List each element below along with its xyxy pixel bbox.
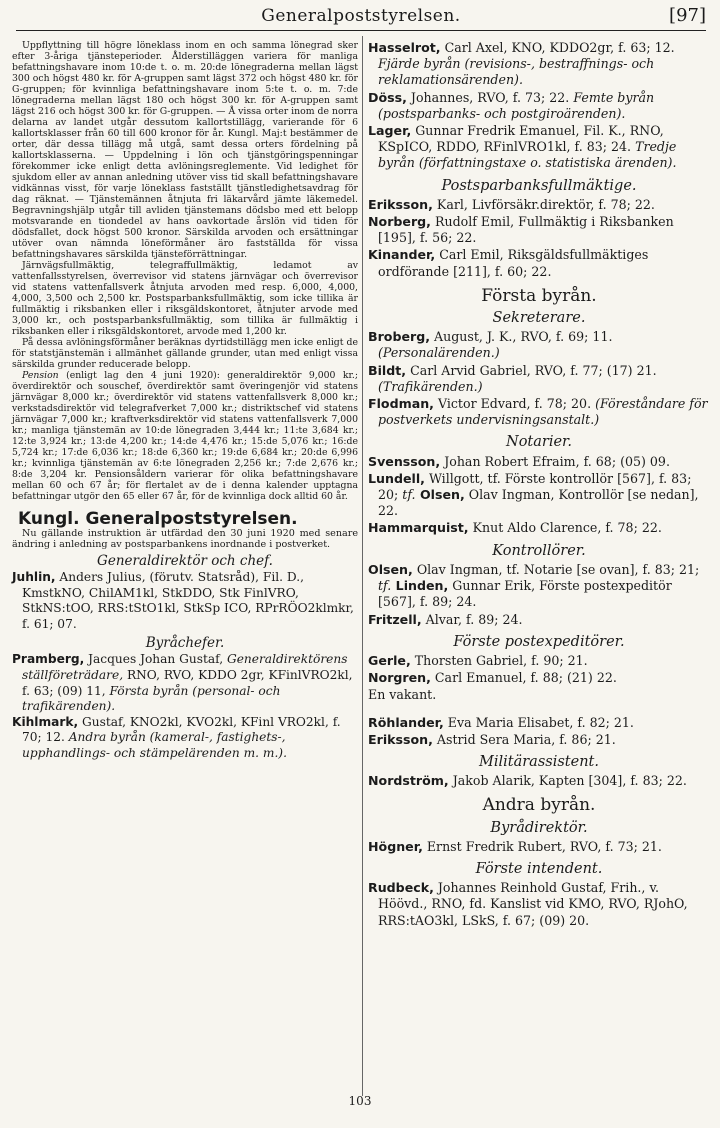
entry-text: Carl Axel, KNO, KDDO2gr, f. 63; 12. <box>440 40 675 55</box>
entry-name: Nordström, <box>368 773 449 789</box>
subsection-heading: Byrådirektör. <box>490 819 588 836</box>
entry-text: Willgott, tf. Förste kontrollör [567], f. 83; 20; <box>378 470 692 503</box>
entry <box>12 570 358 632</box>
right-column <box>368 40 710 930</box>
entry-name: Juhlin, <box>12 570 56 584</box>
paragraph: Järnvägsfullmäktig, telegraffullmäktig, ledamot av vattenfallsstyrelsen, överrevisor vid statens järnvägar och överrevisor vid statens vattenfallsverk åtnjuta arvoden med resp. 6,000, 4,000, 4,000, 3,500 och 2,500 kr. Postsparbanksfullmäktig, som icke tillika är fullmäktig i riksbanken eller i riksgäldskontoret, åtnjuter arvode med 3,000 kr., och postsparbanksfullmäktig, som tillika är fullmäktig i riksbanken eller i riksgäldskontoret, arvode med 1,200 kr. <box>12 260 358 337</box>
entry <box>368 715 710 731</box>
column-divider <box>362 36 363 1096</box>
entry-text: Jacques Johan Gustaf, <box>84 652 227 667</box>
left-column <box>12 40 358 762</box>
entry-text: Gunnar Erik, Förste postexpeditör [567], f. 89; 24. <box>378 578 672 610</box>
entry <box>368 773 710 789</box>
entry-text: Anders Julius, (förutv. Statsråd), Fil. D., KmstkNO, ChilAM1kl, StkDDO, Stk FinlVRO, StkNS:tOO, RRS:tStO1kl, StkSp ICO, RPrRÖO2klmkr, f. 61; 07. <box>22 570 354 631</box>
entry-tf: tf. <box>378 578 392 594</box>
entry <box>368 363 710 395</box>
page-number: [97] <box>669 5 706 26</box>
page-header <box>16 4 706 31</box>
section-heading: Första byrån. <box>481 285 597 306</box>
spacer <box>368 705 710 715</box>
entry-text: Victor Edvard, f. 78; 20. <box>433 396 596 412</box>
entry-name: Kinander, <box>368 247 436 263</box>
entry-name: Olsen, <box>368 561 413 577</box>
entry <box>368 839 710 855</box>
entry-name: Eriksson, <box>368 196 433 212</box>
entry-role: Fjärde byrån (revisions-, bestraffnings- och reklamationsärenden). <box>378 56 655 88</box>
entry-text: Gunnar Fredrik Emanuel, Fil. K., RNO, KSpICO, RDDO, RFinlVRO1kl, f. 83; 24. <box>378 123 664 155</box>
entry <box>12 715 358 762</box>
entry-name: Norberg, <box>368 214 431 230</box>
entry-name: Bildt, <box>368 362 407 378</box>
page-footer-number: 103 <box>348 1094 372 1108</box>
subsection-heading: Notarier. <box>506 434 572 451</box>
entry <box>368 214 710 246</box>
subsection-heading: Byråchefer. <box>145 635 225 652</box>
paragraph: På dessa avlöningsförmåner beräknas dyrtidstillägg men icke enligt de för statstjänstemän i allmänhet gällande grunder, utan med enligt vissa särskilda grunder reducerade belopp. <box>12 337 358 370</box>
pension-text: (enligt lag den 4 juni 1920): generaldirektör 9,000 kr.; överdirektör och souschef, överdirektör samt överingenjör vid statens järnvägar 8,000 kr.; överdirektör vid statens vattenfallsverk 8,000 kr.; verkstadsdirektör vid telegrafverket 7,000 kr.; distriktschef vid statens järnvägar 7,000 kr.; kraftverksdirektör vid statens vattenfallsverk 7,000 kr.; manliga tjänstemän av 10:de lönegraden 3,444 kr.; 11:te 3,684 kr.; 12:te 3,924 kr.; 13:de 4,200 kr.; 14:de 4,476 kr.; 15:de 5,076 kr.; 16:de 5,724 kr.; 17:de 6,036 kr.; 18:de 6,360 kr.; 19:de 6,684 kr.; 20:de 6,996 kr.; kvinnliga tjänstemän av 6:te lönegraden 2,256 kr.; 7:de 2,676 kr.; 8:de 3,204 kr. Pensionsåldern varierar för olika befattningshavare mellan 60 och 67 år; för flertalet av de i denna kalender upptagna befattningar utgör den 65 eller 67 år, för de kvinnliga dock alltid 60 år. <box>12 370 358 502</box>
entry <box>368 520 710 536</box>
subsection-heading: Kontrollörer. <box>492 542 586 559</box>
entry-name: Fritzell, <box>368 611 422 627</box>
entry-text: Gustaf, KNO2kl, KVO2kl, KFinl VRO2kl, f. 70; 12. <box>22 714 341 745</box>
entry <box>368 562 710 611</box>
entry-text: Astrid Sera Maria, f. 86; 21. <box>432 731 616 747</box>
entry-text: Johannes, RVO, f. 73; 22. <box>406 89 574 105</box>
entry-role: Första byrån (personal- och trafikärenden). <box>22 683 281 714</box>
entry-tf: tf. <box>402 487 416 503</box>
entry <box>368 123 710 172</box>
entry-role: (Trafikärenden.) <box>378 378 483 394</box>
section-heading: Kungl. Generalpoststyrelsen. <box>18 509 298 529</box>
entry-text: Eva Maria Elisabet, f. 82; 21. <box>443 714 634 730</box>
subsection-heading: Sekreterare. <box>492 310 586 327</box>
entry-name: Broberg, <box>368 329 431 345</box>
entry-text: Jakob Alarik, Kapten [304], f. 83; 22. <box>448 773 687 789</box>
entry <box>368 880 710 929</box>
entry-text: Thorsten Gabriel, f. 90; 21. <box>410 652 588 668</box>
entry <box>368 732 710 748</box>
entry-text: Johan Robert Efraim, f. 68; (05) 09. <box>440 453 670 469</box>
entry-text: Knut Aldo Clarence, f. 78; 22. <box>468 520 662 536</box>
pension-lead: Pension <box>22 370 59 381</box>
entry <box>368 670 710 686</box>
entry-text: Karl, Livförsäkr.direktör, f. 78; 22. <box>432 196 655 212</box>
entry-text: Johannes Reinhold Gustaf, Frih., v. Höövd., RNO, fd. Kanslist vid KMO, RVO, RJohO, RRS:tAO3kl, LSkS, f. 67; (09) 20. <box>378 880 688 928</box>
entry <box>12 652 358 714</box>
entry-name: Norgren, <box>368 670 431 686</box>
entry-text: RNO, RVO, KDDO 2gr, KFinlVRO2kl, f. 63; (09) 11, <box>22 667 353 698</box>
entry-text: Olav Ingman, Kontrollör [se nedan], 22. <box>378 487 699 519</box>
paragraph: Uppflyttning till högre löneklass inom en och samma lönegrad sker efter 3-åriga tjänsteperioder. Ålderstilläggen variera för manliga befattningshavare inom 10:de t. o. m. 20:de lönegraderna mellan lägst 300 och högst 480 kr. för A-gruppen samt lägst 372 och högst 480 kr. för G-gruppen; för kvinnliga befattningshavare inom 5:te t. o. m. 7:de lönegraderna mellan lägst 180 och högst 300 kr. för A-gruppen samt lägst 216 och högst 300 kr. för G-gruppen. — Å vissa orter inom de norra delarna av landet utgår dessutom kallortstillägg, varierande för 6 kallortsklasser från 60 till 600 kronor för år. Kungl. Maj:t bestämmer de orter, där dessa tillägg må utgå, samt dessa orters fördelning på kallortsklasserna. — Uppdelning i lön och tjänstgöringspenningar förekommer icke enligt detta avlöningsreglemente. Vid ledighet för sjukdom eller av annan anledning utöver viss tid skall befattningshavare vidkännas visst, för varje löneklass fastställt tjänstledighetsavdrag för dag räknat. — Tjänstemännen åtnjuta fri läkarvård jämte läkemedel. Begravningshjälp utgår till avliden tjänstemans dödsbo med ett belopp motsvarande en tiondedel av hans oavkortade årslön vid tiden för dödsfallet, dock högst 500 kronor. Särskilda arvoden och ersättningar utöver ovan nämnda löneförmåner äro fastställda för vissa befattningshavares särskilda tjänsteförrättningar. <box>12 40 358 260</box>
entry <box>368 653 710 669</box>
entry-name: Flodman, <box>368 396 434 412</box>
entry-name: Olsen, <box>415 487 465 503</box>
subsection-heading: Förste intendent. <box>475 860 603 877</box>
entry-text: Carl Emil, Riksgäldsfullmäktiges ordförande [211], f. 60; 22. <box>378 247 649 279</box>
entry: En vakant. <box>368 687 437 703</box>
entry-text: Olav Ingman, tf. Notarie [se ovan], f. 83; 21; <box>412 561 700 577</box>
entry-name: Gerle, <box>368 652 411 668</box>
entry-name: Linden, <box>391 578 449 594</box>
entry-name: Rudbeck, <box>368 880 434 896</box>
entry-text: Carl Emanuel, f. 88; (21) 22. <box>430 670 617 686</box>
entry-name: Pramberg, <box>12 652 85 667</box>
entry-name: Röhlander, <box>368 714 444 730</box>
pension-paragraph <box>12 370 358 502</box>
entry <box>368 612 710 628</box>
intro-paragraph: Nu gällande instruktion är utfärdad den 30 juni 1920 med senare ändring i anledning av postsparbankens inordnande i postverket. <box>12 528 358 550</box>
entry-text: Rudolf Emil, Fullmäktig i Riksbanken [195], f. 56; 22. <box>378 214 674 246</box>
subsection-heading: Militärassistent. <box>479 753 599 770</box>
entry-text: Ernst Fredrik Rubert, RVO, f. 73; 21. <box>422 838 662 854</box>
entry-role: (Personalärenden.) <box>378 345 500 361</box>
entry-role: Andra byrån (kameral-, fastighets-, upphandlings- och stämpelärenden m. m.). <box>22 730 287 760</box>
running-title: Generalpoststyrelsen. <box>261 6 461 26</box>
entry-text: Carl Arvid Gabriel, RVO, f. 77; (17) 21. <box>406 362 657 378</box>
entry-name: Lager, <box>368 123 412 139</box>
entry-name: Eriksson, <box>368 731 433 747</box>
entry-name: Kihlmark, <box>12 714 79 729</box>
entry-name: Högner, <box>368 838 423 854</box>
entry <box>368 396 710 428</box>
entry <box>368 90 710 122</box>
entry <box>368 471 710 520</box>
entry-name: Döss, <box>368 89 407 105</box>
entry-name: Hasselrot, <box>368 40 441 55</box>
subsection-heading: Generaldirektör och chef. <box>97 553 273 569</box>
entry-role: Femte byrån (postsparbanks- och postgiroärenden). <box>378 89 655 121</box>
entry <box>368 329 710 361</box>
entry-role: Tredje byrån (författningstaxe o. statistiska ärenden). <box>378 139 677 171</box>
entry <box>368 197 710 213</box>
subsection-heading: Förste postexpeditörer. <box>453 633 625 650</box>
entry-text: August, J. K., RVO, f. 69; 11. <box>430 329 613 345</box>
entry-name: Lundell, <box>368 470 425 486</box>
entry <box>368 454 710 470</box>
entry-role: Generaldirektörens ställföreträdare, <box>22 652 348 682</box>
section-heading: Andra byrån. <box>482 795 596 816</box>
entry-name: Svensson, <box>368 453 441 469</box>
entry-name: Hammarquist, <box>368 520 469 536</box>
entry-text: Alvar, f. 89; 24. <box>421 611 523 627</box>
subsection-heading: Postsparbanksfullmäktige. <box>441 177 637 194</box>
entry-role: (Föreståndare för postverkets undervisningsanstalt.) <box>378 396 708 428</box>
entry <box>368 247 710 279</box>
entry <box>368 40 710 89</box>
